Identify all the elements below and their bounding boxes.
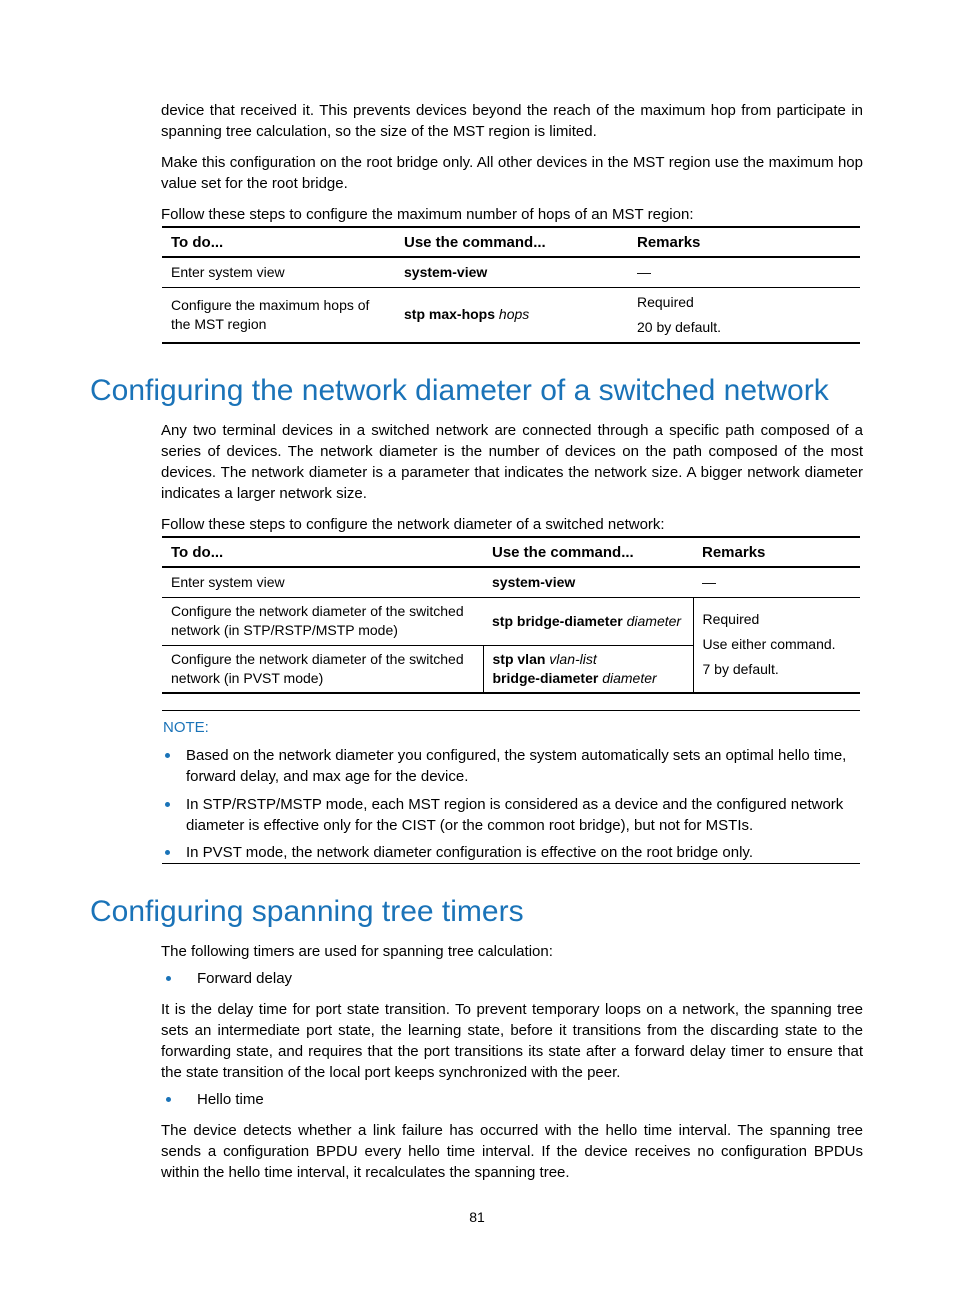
page-number: 81 xyxy=(469,1209,485,1225)
bullet-icon xyxy=(165,850,170,855)
command-keyword: stp bridge-diameter xyxy=(492,612,623,629)
table-cell-todo: Configure the maximum hops of the MST region xyxy=(171,296,370,332)
remark-line: Use either command. xyxy=(702,636,836,653)
table-row xyxy=(162,257,860,287)
max-hops-table xyxy=(162,226,860,344)
table-header-todo: To do... xyxy=(171,233,224,251)
table-cell-remarks-merged xyxy=(693,597,860,693)
command-keyword: system-view xyxy=(492,573,576,590)
table-header-command: Use the command... xyxy=(492,543,634,561)
section-heading-network-diameter: Configuring the network diameter of a switched network xyxy=(90,374,829,407)
bullet-item-hello-time: Hello time xyxy=(197,1091,264,1108)
table-cell-todo: Enter system view xyxy=(171,263,285,280)
command-keyword: stp max-hops xyxy=(404,306,496,323)
section2-paragraph-3: The device detects whether a link failure has occurred with the hello time interval. The spanning tree sends a configuration BPDU every hello time interval. If the device receives no configuration BPDUs within the hello time interval, it recalculates the spanning tree. xyxy=(161,1122,863,1181)
table-cell-command xyxy=(395,257,628,287)
table-cell-remarks: — xyxy=(702,573,716,590)
table-header-command: Use the command... xyxy=(404,233,546,251)
command-keyword: system-view xyxy=(404,263,488,280)
section1-paragraph-1: Any two terminal devices in a switched network are connected through a specific path composed of a series of devices. The network diameter is the number of devices on the path composed of the most devices. The network diameter is a parameter that indicates the network size. A bigger network diameter indicates a larger network size. xyxy=(161,422,863,502)
table-cell-todo: Enter system view xyxy=(171,573,285,590)
note-item: Based on the network diameter you configured, the system automatically sets an optimal hello time, forward delay, and max age for the device. xyxy=(186,747,847,785)
table-cell-remarks xyxy=(628,287,860,343)
note-item: In PVST mode, the network diameter configuration is effective on the root bridge only. xyxy=(186,844,753,861)
table-cell-todo: Configure the network diameter of the switched network (in STP/RSTP/MSTP mode) xyxy=(162,597,483,645)
note-bottom-divider xyxy=(162,863,860,864)
bullet-icon xyxy=(166,1097,171,1102)
table-cell-remarks: — xyxy=(637,263,651,280)
intro-paragraph-1: device that received it. This prevents devices beyond the reach of the maximum hop from participate in spanning tree calculation, so the size of the MST region is limited. xyxy=(161,102,863,140)
note-top-divider xyxy=(162,710,860,711)
command-keyword: stp vlan xyxy=(492,650,546,667)
table-cell-command xyxy=(483,645,693,693)
note-label: NOTE: xyxy=(163,719,209,736)
table-cell-command xyxy=(395,287,628,343)
table-header-remarks: Remarks xyxy=(637,233,701,251)
table-cell-todo: Configure the network diameter of the switched network (in PVST mode) xyxy=(162,645,483,693)
bullet-item-forward-delay: Forward delay xyxy=(197,970,293,987)
bullet-icon xyxy=(165,753,170,758)
note-item: In STP/RSTP/MSTP mode, each MST region is considered as a device and the configured network diameter is effective only for the CIST (or the common root bridge), but not for MSTIs. xyxy=(186,796,844,834)
remark-line: 20 by default. xyxy=(637,318,722,335)
section2-paragraph-2: It is the delay time for port state transition. To prevent temporary loops on a network, the spanning tree sets an intermediate port state, the learning state, before it transitions from the discarding state to the forwarding state, and requires that the port transitions its state after a forward delay timer to ensure that the state transition of the local port keeps synchronized with the peer. xyxy=(161,1001,863,1081)
command-argument: hops xyxy=(498,306,530,323)
table-cell-command xyxy=(483,567,693,597)
section1-paragraph-2: Follow these steps to configure the network diameter of a switched network: xyxy=(161,516,665,533)
section-heading-spanning-tree-timers: Configuring spanning tree timers xyxy=(90,895,524,928)
table-cell-command xyxy=(483,597,693,645)
intro-paragraph-3: Follow these steps to configure the maximum number of hops of an MST region: xyxy=(161,206,694,223)
command-keyword: bridge-diameter xyxy=(492,669,599,686)
table-header-todo: To do... xyxy=(171,543,224,561)
table-row xyxy=(162,597,860,645)
remark-line: Required xyxy=(637,293,694,310)
table-row xyxy=(162,567,860,597)
section2-paragraph-1: The following timers are used for spanning tree calculation: xyxy=(161,943,553,960)
remark-line: 7 by default. xyxy=(702,661,779,678)
bullet-icon xyxy=(165,802,170,807)
bullet-icon xyxy=(166,976,171,981)
command-argument: diameter xyxy=(626,612,682,629)
command-argument: diameter xyxy=(602,669,657,686)
network-diameter-table xyxy=(162,536,860,694)
table-row xyxy=(162,287,860,343)
command-argument: vlan-list xyxy=(549,650,597,667)
intro-paragraph-2: Make this configuration on the root bridge only. All other devices in the MST region use the maximum hop value set for the root bridge. xyxy=(161,154,863,192)
remark-line: Required xyxy=(702,611,760,628)
table-header-remarks: Remarks xyxy=(702,543,766,561)
